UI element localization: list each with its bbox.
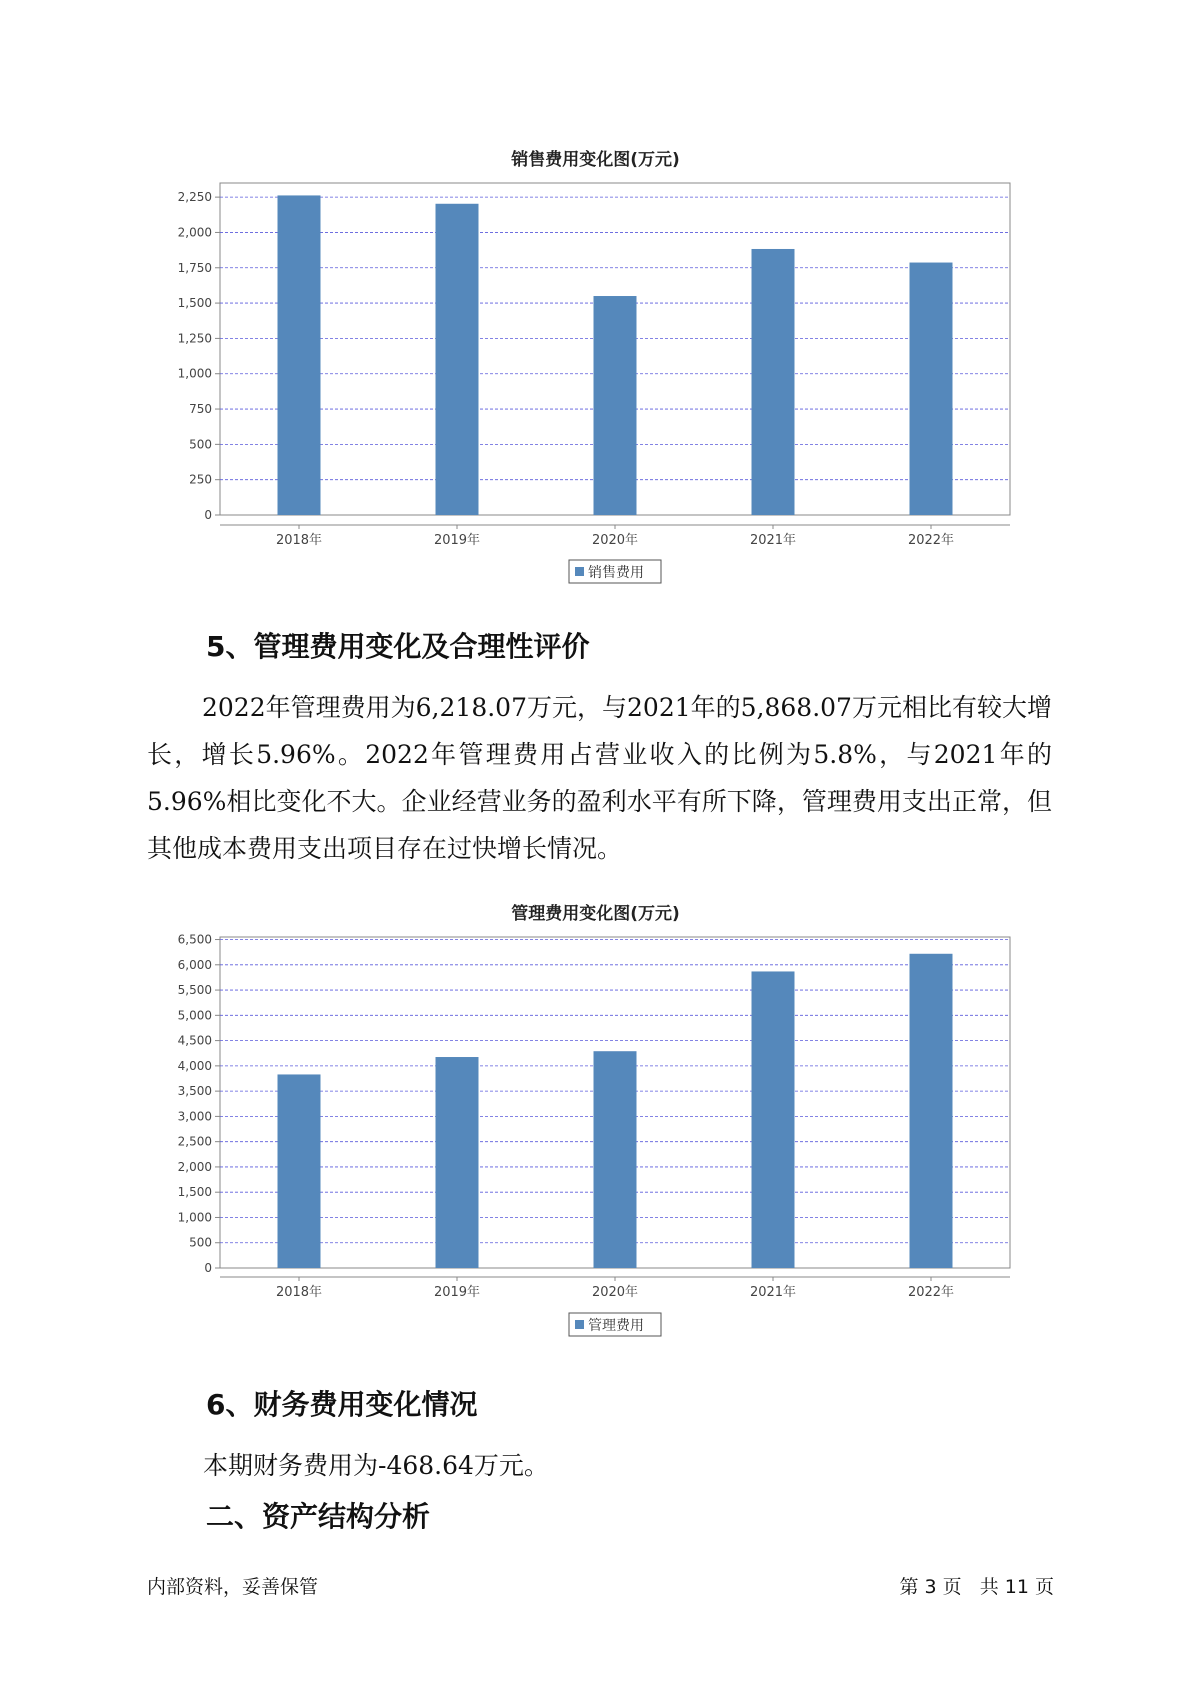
chart-title-admin: 管理费用变化图(万元): [511, 904, 680, 924]
y-tick-label: 750: [189, 402, 212, 417]
section-6-heading: 6、财务费用变化情况: [206, 1388, 478, 1421]
x-tick-label: 2022年: [907, 533, 955, 548]
y-tick-label: 500: [189, 437, 212, 452]
bar: [752, 971, 795, 1268]
x-tick-label: 2021年: [749, 1285, 797, 1300]
section-two-heading: 二、资产结构分析: [206, 1500, 431, 1533]
y-tick-label: 2,000: [177, 225, 212, 240]
section-6-text: 本期财务费用为-468.64万元。: [203, 1451, 549, 1480]
x-tick-label: 2020年: [591, 533, 639, 548]
footer-page-number: 第 3 页 共 11 页: [899, 1576, 1054, 1598]
y-tick-label: 1,500: [177, 296, 212, 311]
x-tick-label: 2021年: [749, 533, 797, 548]
y-tick-label: 1,000: [177, 366, 212, 381]
y-tick-label: 4,000: [177, 1058, 212, 1073]
y-tick-label: 2,000: [177, 1159, 212, 1174]
y-tick-label: 2,500: [177, 1134, 212, 1149]
bar: [594, 1051, 637, 1268]
y-tick-label: 1,500: [177, 1185, 212, 1200]
bar: [278, 1074, 321, 1268]
y-tick-label: 4,500: [177, 1033, 212, 1048]
chart-title-sales: 销售费用变化图(万元): [511, 150, 680, 170]
y-tick-label: 1,250: [177, 331, 212, 346]
y-tick-label: 5,500: [177, 983, 212, 998]
y-tick-label: 500: [189, 1235, 212, 1250]
y-tick-label: 3,000: [177, 1109, 212, 1124]
x-tick-label: 2022年: [907, 1285, 955, 1300]
x-tick-label: 2018年: [275, 1285, 323, 1300]
bar: [436, 1057, 479, 1268]
footer-left: 内部资料，妥善保管: [147, 1576, 319, 1598]
y-tick-label: 5,000: [177, 1008, 212, 1023]
section-5-paragraph: 2022年管理费用为6,218.07万元，与2021年的5,868.07万元相比有较大增长，增长5.96%。2022年管理费用占营业收入的比例为5.8%，与2021年的5.96%相比变化不大。企业经营业务的盈利水平有所下降，管理费用支出正常，但其他成本费用支出项目存在过快增长情况。: [147, 693, 1052, 863]
x-tick-label: 2019年: [433, 533, 481, 548]
x-tick-label: 2020年: [591, 1285, 639, 1300]
y-tick-label: 1,750: [177, 260, 212, 275]
y-tick-label: 6,000: [177, 957, 212, 972]
y-tick-label: 250: [189, 472, 212, 487]
bar: [910, 954, 953, 1268]
legend-label: 销售费用: [588, 565, 644, 581]
y-tick-label: 0: [204, 1261, 212, 1275]
y-tick-label: 0: [204, 508, 212, 522]
legend-swatch: [575, 1320, 584, 1329]
y-tick-label: 6,500: [177, 932, 212, 947]
y-tick-label: 3,500: [177, 1084, 212, 1099]
y-tick-label: 1,000: [177, 1210, 212, 1225]
x-tick-label: 2018年: [275, 533, 323, 548]
x-tick-label: 2019年: [433, 1285, 481, 1300]
legend-label: 管理费用: [588, 1318, 644, 1334]
y-tick-label: 2,250: [177, 190, 212, 205]
section-5-heading: 5、管理费用变化及合理性评价: [206, 630, 590, 663]
